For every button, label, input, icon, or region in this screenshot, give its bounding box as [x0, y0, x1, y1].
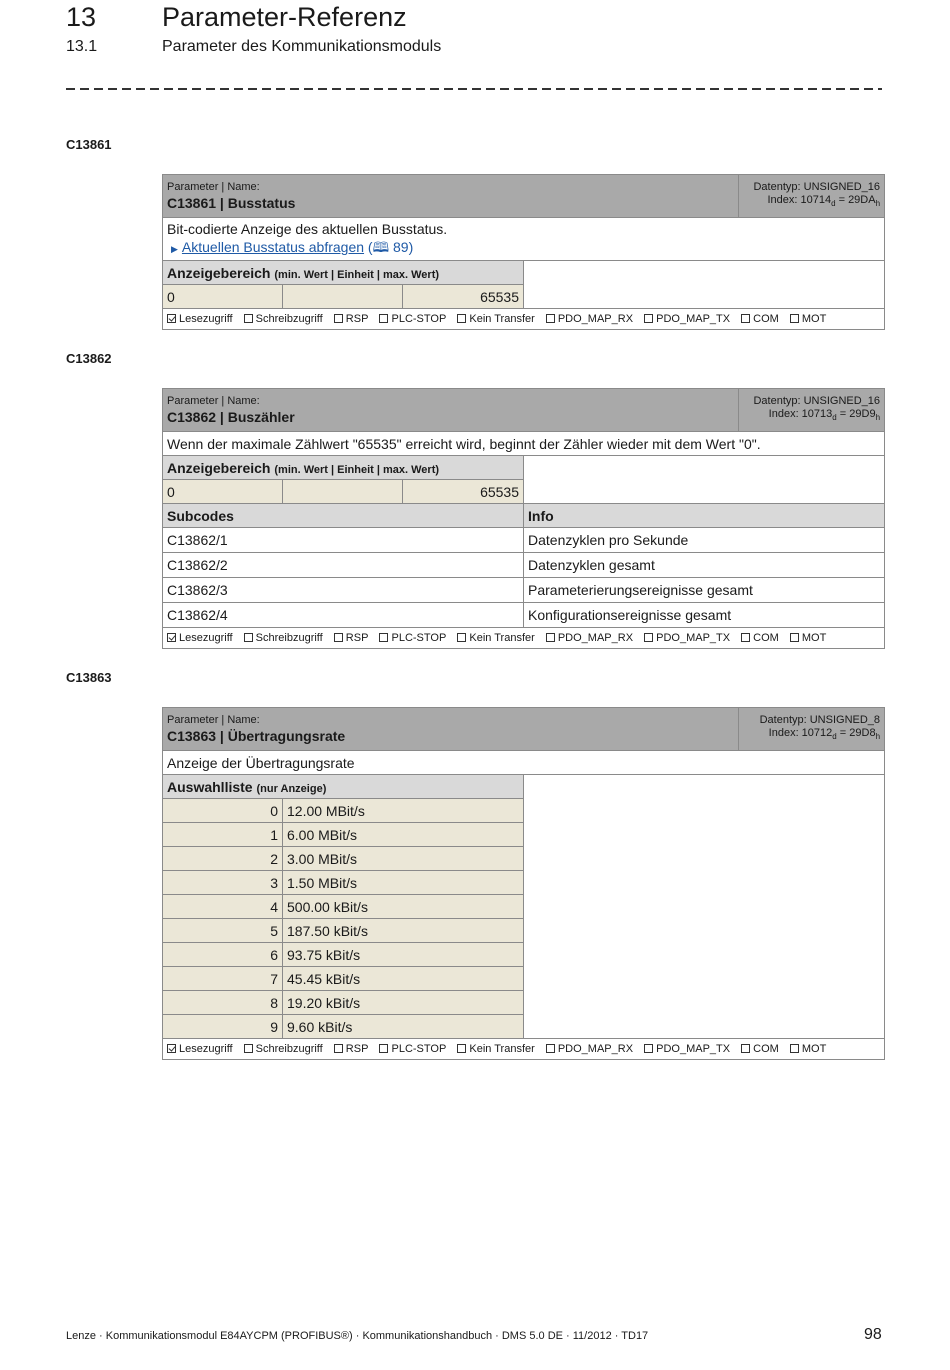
datatype: Datentyp: UNSIGNED_8 — [759, 714, 881, 727]
range-max: 65535 — [403, 285, 524, 309]
chapter-title: Parameter-Referenz — [162, 2, 407, 32]
subcode-info: Parameterierungsereignisse gesamt — [524, 578, 885, 603]
checkbox-empty-icon — [790, 1044, 799, 1053]
section-number: 13.1 — [66, 38, 98, 55]
checkbox-empty-icon — [457, 633, 466, 642]
checkbox-checked-icon — [167, 314, 176, 323]
param-description: Wenn der maximale Zählwert "65535" erreicht wird, beginnt der Zähler wieder mit dem Wert "0". — [163, 432, 885, 456]
checkbox-empty-icon — [741, 633, 750, 642]
subcode: C13862/3 — [163, 578, 524, 603]
triangle-right-icon: ▶ — [171, 244, 178, 254]
checkbox-empty-icon — [244, 1044, 253, 1053]
index: Index: $10712_d = 29D8_h$ — [768, 727, 881, 742]
info-header: Info — [524, 504, 885, 528]
page-number: 98 — [864, 1326, 882, 1343]
checkbox-empty-icon — [790, 633, 799, 642]
page-footer: Lenze · Kommunikationsmodul E84AYCPM (PROFIBUS®) · Kommunikationshandbuch · DMS 5.0 DE · 11/2012 · TD17 — [66, 1330, 649, 1342]
datatype: Datentyp: UNSIGNED_16 — [753, 395, 881, 408]
param-name-caption: Parameter | Name: — [167, 394, 260, 407]
option-number: 8 — [163, 991, 283, 1015]
option-number: 7 — [163, 967, 283, 991]
checkbox-empty-icon — [741, 1044, 750, 1053]
checkbox-empty-icon — [244, 633, 253, 642]
subcode-info: Datenzyklen gesamt — [524, 553, 885, 578]
checkbox-empty-icon — [741, 314, 750, 323]
option-value: 6.00 MBit/s — [283, 823, 524, 847]
option-number: 9 — [163, 1015, 283, 1039]
checkbox-empty-icon — [379, 1044, 388, 1053]
list-caption: (nur Anzeige) — [256, 782, 327, 795]
section-title: Parameter des Kommunikationsmoduls — [162, 38, 442, 55]
option-value: 1.50 MBit/s — [283, 871, 524, 895]
datatype: Datentyp: UNSIGNED_16 — [753, 181, 881, 194]
checkbox-empty-icon — [644, 633, 653, 642]
param-table-c13861 — [162, 174, 885, 330]
param-name: C13863 | Übertragungsrate — [167, 727, 346, 744]
list-title: Auswahlliste — [167, 778, 253, 795]
subcode: C13862/2 — [163, 553, 524, 578]
param-name: C13862 | Buszähler — [167, 408, 295, 425]
range-unit — [283, 480, 403, 504]
option-value: 500.00 kBit/s — [283, 895, 524, 919]
access-flags: Lesezugriff Schreibzugriff RSP PLC-STOP Kein Transfer PDO_MAP_RX PDO_MAP_TX COM MOT — [163, 628, 885, 649]
param-name-caption: Parameter | Name: — [167, 180, 260, 193]
param-name-caption: Parameter | Name: — [167, 713, 260, 726]
option-number: 1 — [163, 823, 283, 847]
checkbox-empty-icon — [546, 633, 555, 642]
access-flags: Lesezugriff Schreibzugriff RSP PLC-STOP Kein Transfer PDO_MAP_RX PDO_MAP_TX COM MOT — [163, 1039, 885, 1060]
checkbox-empty-icon — [644, 314, 653, 323]
checkbox-empty-icon — [334, 314, 343, 323]
param-table-c13863 — [162, 707, 885, 1060]
index: Index: $10713_d = 29D9_h$ — [768, 408, 881, 423]
subcodes-header: Subcodes — [163, 504, 524, 528]
subcode-info: Konfigurationsereignisse gesamt — [524, 603, 885, 628]
option-number: 6 — [163, 943, 283, 967]
page-ref[interactable]: (🕮 89) — [364, 239, 414, 255]
range-caption: (min. Wert | Einheit | max. Wert) — [274, 463, 440, 476]
option-number: 4 — [163, 895, 283, 919]
option-number: 0 — [163, 799, 283, 823]
checkbox-empty-icon — [644, 1044, 653, 1053]
param-label-c13863: C13863 — [66, 670, 112, 685]
range-min: 0 — [163, 480, 283, 504]
checkbox-empty-icon — [546, 314, 555, 323]
chapter-number: 13 — [66, 2, 97, 32]
checkbox-checked-icon — [167, 1044, 176, 1053]
range-title: Anzeigebereich — [167, 459, 271, 476]
range-title: Anzeigebereich — [167, 264, 271, 281]
option-value: 12.00 MBit/s — [283, 799, 524, 823]
busstatus-link[interactable]: Aktuellen Busstatus abfragen — [181, 239, 365, 255]
access-flags: Lesezugriff Schreibzugriff RSP PLC-STOP Kein Transfer PDO_MAP_RX PDO_MAP_TX COM MOT — [163, 309, 885, 330]
option-value: 187.50 kBit/s — [283, 919, 524, 943]
range-unit — [283, 285, 403, 309]
option-number: 5 — [163, 919, 283, 943]
checkbox-empty-icon — [790, 314, 799, 323]
range-max: 65535 — [403, 480, 524, 504]
option-value: 45.45 kBit/s — [283, 967, 524, 991]
index: Index: $10714_d = 29DA_h$ — [767, 194, 881, 209]
range-caption: (min. Wert | Einheit | max. Wert) — [274, 268, 440, 281]
header-divider — [66, 88, 882, 90]
param-table-c13862 — [162, 388, 885, 649]
range-min: 0 — [163, 285, 283, 309]
checkbox-empty-icon — [334, 633, 343, 642]
option-value: 19.20 kBit/s — [283, 991, 524, 1015]
param-description: Bit-codierte Anzeige des aktuellen Busstatus. — [167, 221, 448, 237]
param-name: C13861 | Busstatus — [167, 194, 296, 211]
checkbox-empty-icon — [244, 314, 253, 323]
subcode-info: Datenzyklen pro Sekunde — [524, 528, 885, 553]
param-label-c13861: C13861 — [66, 137, 112, 152]
param-label-c13862: C13862 — [66, 351, 112, 366]
checkbox-empty-icon — [379, 314, 388, 323]
checkbox-empty-icon — [379, 633, 388, 642]
option-number: 3 — [163, 871, 283, 895]
subcode: C13862/1 — [163, 528, 524, 553]
checkbox-empty-icon — [457, 314, 466, 323]
option-number: 2 — [163, 847, 283, 871]
option-value: 93.75 kBit/s — [283, 943, 524, 967]
checkbox-empty-icon — [546, 1044, 555, 1053]
checkbox-empty-icon — [334, 1044, 343, 1053]
checkbox-empty-icon — [457, 1044, 466, 1053]
param-description: Anzeige der Übertragungsrate — [163, 751, 885, 775]
checkbox-checked-icon — [167, 633, 176, 642]
option-value: 3.00 MBit/s — [283, 847, 524, 871]
subcode: C13862/4 — [163, 603, 524, 628]
option-value: 9.60 kBit/s — [283, 1015, 524, 1039]
